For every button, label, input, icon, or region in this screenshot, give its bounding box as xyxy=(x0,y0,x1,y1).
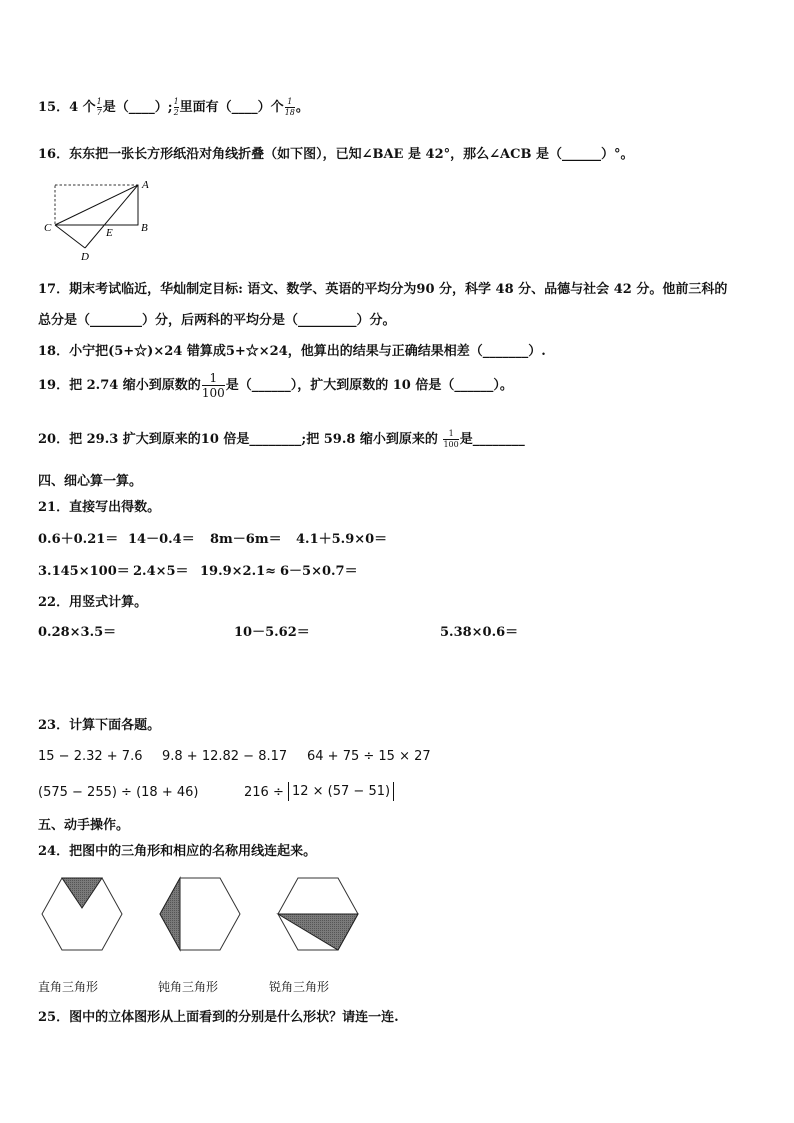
question-23 xyxy=(38,719,160,732)
question-text: 小宁把(5+☆)×24 错算成5+☆×24，他算出的结果与正确结果相差（_______）. xyxy=(69,344,546,359)
question-title: 计算下面各题。 xyxy=(69,718,161,733)
fraction-one-hundredth: $\frac{1}{100}$ xyxy=(201,371,225,400)
question-number: 21． xyxy=(38,500,70,515)
q21-row-2-item-4: 6－5×0.7＝ xyxy=(280,564,358,579)
question-25 xyxy=(38,1011,399,1024)
label-e: E xyxy=(106,227,113,239)
section-five-heading: 五、动手操作。 xyxy=(38,818,130,833)
q22-item-3: 5.38×0.6＝ xyxy=(440,625,519,640)
question-number: 16． xyxy=(38,147,70,162)
q21-row-1-item-4: 4.1＋5.9×0＝ xyxy=(296,532,388,547)
text: 把 29.3 扩大到原来的10 倍是________;把 59.8 缩小到原来的 xyxy=(69,432,438,447)
question-number: 19． xyxy=(38,378,70,393)
q21-row-1-item-2: 14－0.4＝ xyxy=(128,532,195,547)
question-number: 18． xyxy=(38,344,70,359)
hexagon-right-triangle xyxy=(42,878,122,950)
q23-row-1-item-3: 64 + 75 ÷ 15 × 27 xyxy=(307,749,431,764)
blank-text: 里面有（____）个 xyxy=(179,100,284,115)
text: 把 2.74 缩小到原数的 xyxy=(69,378,201,393)
section-four-heading: 四、细心算一算。 xyxy=(38,474,143,489)
fraction-one-eighteenth: $\frac{1}{18}$ xyxy=(284,97,295,117)
question-22 xyxy=(38,596,147,609)
label-right-triangle: 直角三角形 xyxy=(38,980,99,994)
label-acute-triangle: 锐角三角形 xyxy=(269,980,330,994)
question-18 xyxy=(38,345,546,358)
q21-row-2-item-2: 2.4×5＝ xyxy=(133,564,189,579)
question-15: 15．4 个 $\frac{1}{7}$ 是（____）; $\frac{1}{2}$ 里面有（____）个 $\frac{1}{18}$ 。 xyxy=(38,97,309,117)
diagonal-ca xyxy=(55,185,138,225)
question-title: 把图中的三角形和相应的名称用线连起来。 xyxy=(69,844,317,859)
text: 是________ xyxy=(459,432,525,447)
question-19 xyxy=(38,372,513,399)
question-title: 直接写出得数。 xyxy=(69,500,161,515)
fraction-one-seventh: $\frac{1}{7}$ xyxy=(96,97,102,117)
question-number: 22． xyxy=(38,595,70,610)
blank-text: 是（____）; xyxy=(102,100,173,115)
q21-row-1-item-3: 8m－6m＝ xyxy=(210,532,282,547)
text: 是（______），扩大到原数的 10 倍是（______）。 xyxy=(225,378,513,393)
label-b: B xyxy=(141,222,148,234)
label-c: C xyxy=(44,222,52,234)
folded-rectangle-figure xyxy=(38,176,168,262)
q23-row-1-item-2: 9.8 + 12.82 − 8.17 xyxy=(162,749,288,764)
label-d: D xyxy=(81,251,89,262)
q22-item-1: 0.28×3.5＝ xyxy=(38,625,117,640)
fraction-one-hundredth-small: $\frac{1}{100}$ xyxy=(443,429,459,449)
label-obtuse-triangle: 钝角三角形 xyxy=(158,980,219,994)
question-number: 25． xyxy=(38,1010,70,1025)
label-a: A xyxy=(142,179,149,191)
question-20 xyxy=(38,430,525,449)
hexagon-acute-triangle xyxy=(278,878,358,950)
q21-row-2-item-1: 3.145×100＝ xyxy=(38,564,130,579)
question-text: 总分是（________）分，后两科的平均分是（_________）分。 xyxy=(38,313,396,328)
question-text: 东东把一张长方形纸沿对角线折叠（如下图），已知∠BAE 是 42°，那么∠ACB 是（______）°。 xyxy=(69,147,634,162)
q23-row-1-item-1: 15 − 2.32 + 7.6 xyxy=(38,749,143,764)
question-21 xyxy=(38,501,160,514)
question-24 xyxy=(38,845,316,858)
question-title: 图中的立体图形从上面看到的分别是什么形状？请连一连. xyxy=(69,1010,399,1025)
q21-row-2-item-3: 19.9×2.1≈ xyxy=(200,564,277,579)
q23-row-2-item-1: (575 − 255) ÷ (18 + 46) xyxy=(38,785,199,800)
side-cd xyxy=(55,225,85,248)
question-16 xyxy=(38,148,633,161)
text: 4 个 xyxy=(69,100,96,115)
question-number: 15． xyxy=(38,100,70,115)
question-number: 20． xyxy=(38,432,70,447)
fraction-one-half: $\frac{1}{2}$ xyxy=(173,97,179,117)
question-17-line-1 xyxy=(38,283,727,296)
question-title: 用竖式计算。 xyxy=(69,595,148,610)
q21-row-1-item-1: 0.6＋0.21＝ xyxy=(38,532,119,547)
hexagon-figures xyxy=(36,874,376,954)
question-number: 17． xyxy=(38,282,70,297)
square-bracket-group: 12 × (57 − 51) xyxy=(288,782,394,801)
question-text: 期末考试临近，华灿制定目标: 语文、数学、英语的平均分为90 分，科学 48 分、品德与社会 42 分。他前三科的 xyxy=(69,282,728,297)
question-number: 23． xyxy=(38,718,70,733)
q22-item-2: 10－5.62＝ xyxy=(234,625,310,640)
question-number: 24． xyxy=(38,844,70,859)
hexagon-obtuse-triangle xyxy=(160,878,240,950)
q23-row-2-item-2: 216 ÷ 12 × (57 − 51) xyxy=(244,783,394,802)
question-17-line-2 xyxy=(38,314,396,327)
